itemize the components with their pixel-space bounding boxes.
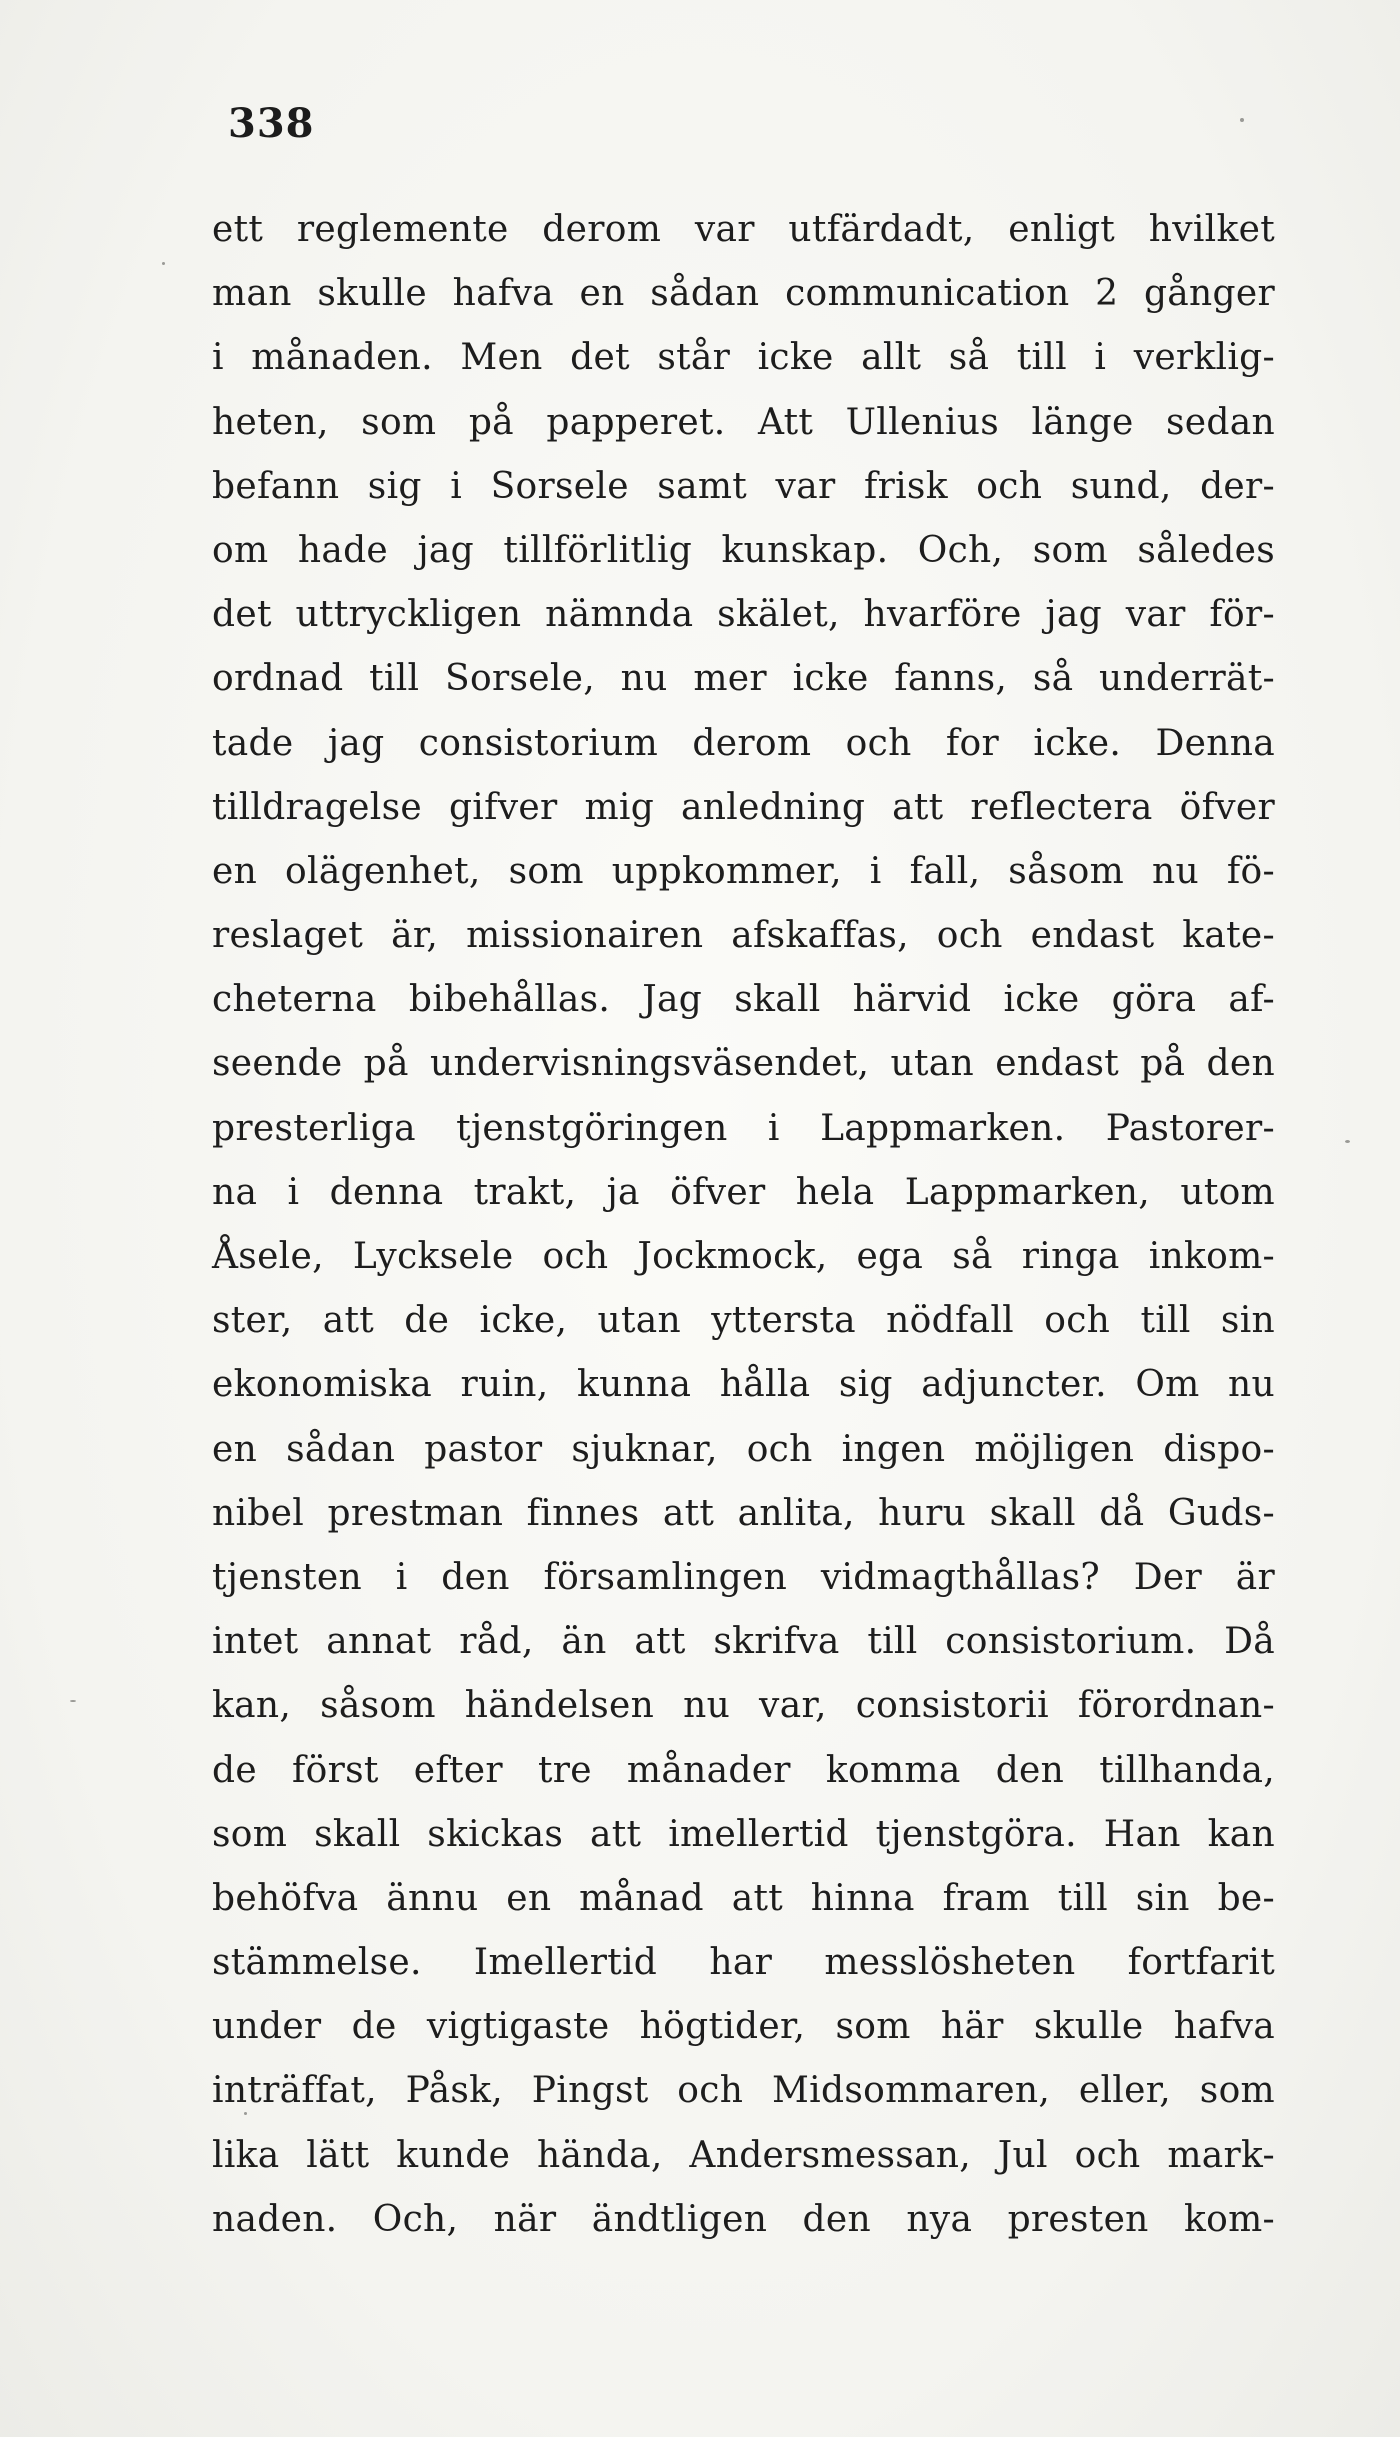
text-line: heten, som på papperet. Att Ullenius länge sedan <box>212 401 1275 443</box>
text-line: ster, att de icke, utan yttersta nödfall och till sin <box>212 1300 1275 1342</box>
text-line: presterliga tjenstgöringen i Lappmarken. Pastorer- <box>212 1107 1275 1149</box>
text-line: det uttryckligen nämnda skälet, hvarföre jag var för- <box>212 594 1275 636</box>
text-line: ekonomiska ruin, kunna hålla sig adjuncter. Om nu <box>212 1364 1275 1406</box>
text-line: cheterna bibehållas. Jag skall härvid icke göra af- <box>212 979 1275 1021</box>
text-line: ett reglemente derom var utfärdadt, enligt hvilket <box>212 209 1275 250</box>
text-line: en sådan pastor sjuknar, och ingen möjligen dispo- <box>212 1428 1275 1470</box>
text-line: inträffat, Påsk, Pingst och Midsommaren, eller, som <box>212 2070 1275 2112</box>
paper-speck <box>162 262 165 265</box>
text-line: en olägenhet, som uppkommer, i fall, såsom nu fö- <box>212 850 1275 892</box>
text-line: om hade jag tillförlitlig kunskap. Och, som således <box>212 529 1275 571</box>
text-line: na i denna trakt, ja öfver hela Lappmarken, utom <box>212 1171 1275 1213</box>
text-line: man skulle hafva en sådan communication 2 gånger <box>212 273 1275 315</box>
text-line: Åsele, Lycksele och Jockmock, ega så ringa inkom- <box>212 1236 1275 1277</box>
text-line: reslaget är, missionairen afskaffas, och endast kate- <box>212 915 1275 957</box>
body-text <box>212 198 1275 2252</box>
page-number: 338 <box>228 100 315 147</box>
text-line: i månaden. Men det står icke allt så till i verklig- <box>212 337 1275 379</box>
paper-speck <box>1240 118 1244 122</box>
text-line: kan, såsom händelsen nu var, consistorii förordnan- <box>212 1685 1275 1727</box>
text-line: som skall skickas att imellertid tjenstgöra. Han kan <box>212 1813 1275 1855</box>
text-line: stämmelse. Imellertid har messlösheten fortfarit <box>212 1942 1275 1984</box>
text-line: lika lätt kunde hända, Andersmessan, Jul och mark- <box>212 2134 1275 2176</box>
text-line: under de vigtigaste högtider, som här skulle hafva <box>212 2006 1275 2048</box>
text-line: seende på undervisningsväsendet, utan endast på den <box>212 1043 1275 1085</box>
text-line: tjensten i den församlingen vidmagthållas? Der är <box>212 1556 1275 1598</box>
text-line: befann sig i Sorsele samt var frisk och sund, der- <box>212 465 1275 507</box>
paper-speck <box>244 2112 247 2115</box>
paper-speck <box>1345 1140 1350 1143</box>
text-line: nibel prestman finnes att anlita, huru skall då Guds- <box>212 1492 1275 1534</box>
text-line: tilldragelse gifver mig anledning att reflectera öfver <box>212 786 1275 828</box>
paper-speck <box>70 1700 76 1702</box>
text-line: tade jag consistorium derom och for icke. Denna <box>212 722 1275 764</box>
text-line: behöfva ännu en månad att hinna fram till sin be- <box>212 1877 1275 1919</box>
text-line: ordnad till Sorsele, nu mer icke fanns, så underrät- <box>212 658 1275 700</box>
text-line: intet annat råd, än att skrifva till consistorium. Då <box>212 1621 1275 1663</box>
text-line: naden. Och, när ändtligen den nya presten kom- <box>212 2198 1275 2240</box>
text-line: de först efter tre månader komma den tillhanda, <box>212 1749 1275 1791</box>
